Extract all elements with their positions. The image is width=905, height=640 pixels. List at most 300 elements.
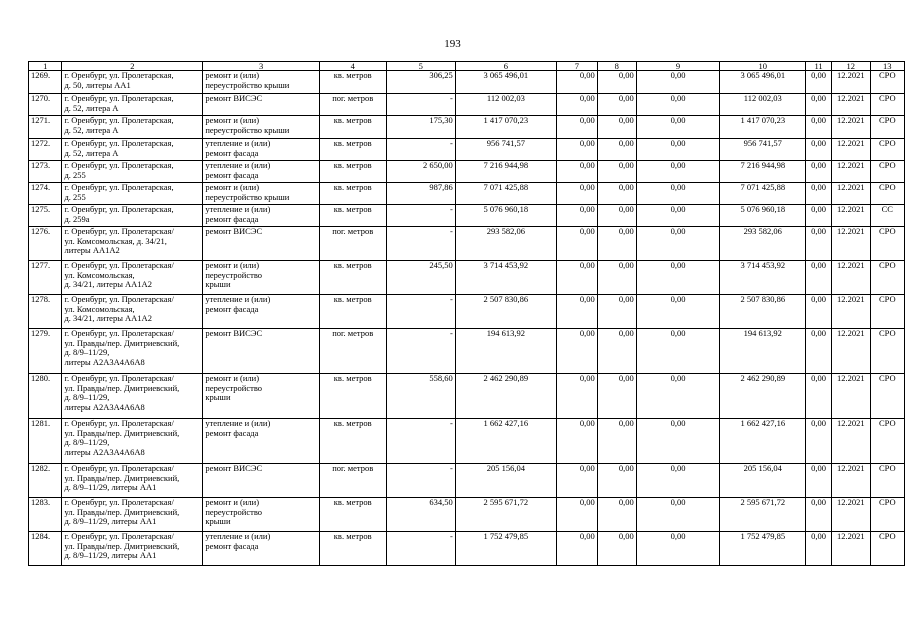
work-type-cell-line: переустройство [205, 269, 263, 280]
work-type-cell-line: ремонт и (или) [205, 182, 260, 192]
date-cell: 12.2021 [831, 374, 870, 419]
cost-col11-cell: 0,00 [806, 139, 832, 161]
cost-col7-cell: 0,00 [556, 139, 597, 161]
unit-cell: кв. метров [319, 116, 386, 139]
address-cell [62, 464, 203, 498]
address-cell [62, 139, 203, 161]
table-row [29, 183, 905, 205]
cost-col9-cell: 0,00 [636, 71, 720, 94]
cost-col9-cell: 0,00 [636, 419, 720, 464]
cost-col9-cell: 0,00 [636, 116, 720, 139]
address-cell [62, 227, 203, 261]
table-row [29, 71, 905, 94]
cost-col11-cell: 0,00 [806, 227, 832, 261]
unit-cell: кв. метров [319, 139, 386, 161]
column-header-11: 11 [806, 62, 832, 71]
column-header-1: 1 [29, 62, 62, 71]
work-type-cell-line: утепление и (или) [205, 531, 271, 541]
cost-col11-cell: 0,00 [806, 94, 832, 116]
unit-cell: пог. метров [319, 464, 386, 498]
cost-col8-cell: 0,00 [597, 227, 636, 261]
address-cell-line: д. 50, литеры АА1 [64, 79, 131, 90]
work-type-cell [203, 532, 319, 566]
source-cell: СРО [870, 139, 904, 161]
cost-col11-cell: 0,00 [806, 464, 832, 498]
volume-cell: 306,25 [386, 71, 455, 94]
address-cell-line: д. 255 [64, 169, 86, 180]
column-header-10: 10 [720, 62, 806, 71]
address-cell-line: ул. Комсомольская, д. 34/21, [64, 235, 167, 246]
date-cell: 12.2021 [831, 261, 870, 295]
date-cell: 12.2021 [831, 161, 870, 183]
total-cost-cell: 3 065 496,01 [455, 71, 556, 94]
work-type-cell-line: утепление и (или) [205, 204, 271, 214]
cost-col8-cell: 0,00 [597, 205, 636, 227]
address-cell-line: г. Оренбург, ул. Пролетарская/ [64, 418, 174, 428]
total-cost-cell: 2 595 671,72 [455, 498, 556, 532]
work-type-cell [203, 183, 319, 205]
unit-cell: кв. метров [319, 532, 386, 566]
address-cell [62, 295, 203, 329]
work-type-cell-line: крыши [205, 516, 231, 526]
volume-cell: - [386, 205, 455, 227]
cost-col11-cell: 0,00 [806, 205, 832, 227]
cost-col9-cell: 0,00 [636, 161, 720, 183]
cost-col11-cell: 0,00 [806, 116, 832, 139]
column-header-13: 13 [870, 62, 904, 71]
row-number: 1284. [29, 532, 62, 566]
source-cell: СРО [870, 227, 904, 261]
source-cell: СС [870, 205, 904, 227]
unit-cell: кв. метров [319, 498, 386, 532]
address-cell-line: литеры А2А3А4А6А8 [64, 356, 145, 367]
address-cell-line: ул. Комсомольская, [64, 269, 135, 280]
address-cell-line: ул. Комсомольская, [64, 303, 135, 314]
unit-cell: пог. метров [319, 227, 386, 261]
work-type-cell-line: переустройство [205, 382, 263, 393]
table-row [29, 227, 905, 261]
cost-col7-cell: 0,00 [556, 329, 597, 374]
work-type-cell-line: утепление и (или) [205, 138, 271, 148]
total-cost-cell: 112 002,03 [455, 94, 556, 116]
address-cell [62, 205, 203, 227]
table-body [29, 71, 905, 566]
total-cost-cell: 205 156,04 [455, 464, 556, 498]
total-cost-cell: 194 613,92 [455, 329, 556, 374]
page-number: 193 [444, 38, 461, 50]
work-type-cell [203, 295, 319, 329]
work-type-cell-line: ремонт ВИСЭС [205, 226, 263, 236]
volume-cell: - [386, 295, 455, 329]
row-number: 1269. [29, 71, 62, 94]
address-cell-line: д. 8/9–11/29, [64, 347, 110, 357]
total-cost-cell: 7 071 425,88 [455, 183, 556, 205]
cost-col7-cell: 0,00 [556, 261, 597, 295]
cost-col7-cell: 0,00 [556, 205, 597, 227]
work-type-cell-line: переустройство крыши [205, 124, 290, 135]
work-type-cell-line: ремонт фасада [205, 427, 259, 438]
date-cell: 12.2021 [831, 227, 870, 261]
address-cell-line: г. Оренбург, ул. Пролетарская, [64, 204, 174, 214]
column-header-4: 4 [319, 62, 386, 71]
work-type-cell [203, 71, 319, 94]
address-cell-line: литеры А2А3А4А6А8 [64, 446, 145, 457]
row-number: 1283. [29, 498, 62, 532]
unit-cell: кв. метров [319, 419, 386, 464]
date-cell: 12.2021 [831, 498, 870, 532]
work-type-cell [203, 139, 319, 161]
work-type-cell-line: ремонт и (или) [205, 70, 260, 80]
total-cost-cell: 2 462 290,89 [455, 374, 556, 419]
row-number: 1281. [29, 419, 62, 464]
cost-col8-cell: 0,00 [597, 532, 636, 566]
source-cell: СРО [870, 116, 904, 139]
address-cell-line: д. 52, литера А [64, 147, 119, 158]
unit-cell: пог. метров [319, 329, 386, 374]
header-row [29, 62, 905, 71]
address-cell-line: д. 34/21, литеры АА1А2 [64, 279, 152, 289]
cost-col10-cell: 5 076 960,18 [720, 205, 806, 227]
work-type-cell [203, 464, 319, 498]
volume-cell: - [386, 329, 455, 374]
cost-col7-cell: 0,00 [556, 464, 597, 498]
address-cell-line: ул. Правды/пер. Дмитриевский, [64, 540, 180, 551]
total-cost-cell: 3 714 453,92 [455, 261, 556, 295]
source-cell: СРО [870, 464, 904, 498]
address-cell-line: д. 52, литера А [64, 102, 119, 113]
row-number: 1278. [29, 295, 62, 329]
volume-cell: 175,30 [386, 116, 455, 139]
cost-col7-cell: 0,00 [556, 116, 597, 139]
cost-col10-cell: 2 462 290,89 [720, 374, 806, 419]
cost-col11-cell: 0,00 [806, 374, 832, 419]
cost-col7-cell: 0,00 [556, 227, 597, 261]
date-cell: 12.2021 [831, 94, 870, 116]
volume-cell: - [386, 419, 455, 464]
date-cell: 12.2021 [831, 464, 870, 498]
date-cell: 12.2021 [831, 183, 870, 205]
unit-cell: кв. метров [319, 183, 386, 205]
address-cell-line: г. Оренбург, ул. Пролетарская, [64, 160, 174, 170]
cost-col7-cell: 0,00 [556, 94, 597, 116]
address-cell [62, 161, 203, 183]
address-cell [62, 419, 203, 464]
cost-col9-cell: 0,00 [636, 329, 720, 374]
column-header-5: 5 [386, 62, 455, 71]
work-type-cell-line: ремонт и (или) [205, 373, 260, 383]
unit-cell: пог. метров [319, 94, 386, 116]
date-cell: 12.2021 [831, 116, 870, 139]
table-row [29, 374, 905, 419]
work-type-cell-line: утепление и (или) [205, 294, 271, 304]
address-cell-line: г. Оренбург, ул. Пролетарская, [64, 93, 174, 103]
column-header-8: 8 [597, 62, 636, 71]
table-row [29, 139, 905, 161]
address-cell-line: ул. Правды/пер. Дмитриевский, [64, 382, 180, 393]
work-type-cell [203, 227, 319, 261]
cost-col10-cell: 2 595 671,72 [720, 498, 806, 532]
cost-col10-cell: 1 752 479,85 [720, 532, 806, 566]
cost-col10-cell: 194 613,92 [720, 329, 806, 374]
volume-cell: - [386, 94, 455, 116]
work-type-cell-line: крыши [205, 392, 231, 402]
unit-cell: кв. метров [319, 261, 386, 295]
work-type-cell [203, 419, 319, 464]
date-cell: 12.2021 [831, 329, 870, 374]
volume-cell: - [386, 139, 455, 161]
capital-repair-table [28, 61, 905, 566]
address-cell-line: д. 8/9–11/29, литеры АА1 [64, 550, 157, 560]
cost-col10-cell: 956 741,57 [720, 139, 806, 161]
address-cell [62, 94, 203, 116]
work-type-cell [203, 374, 319, 419]
column-header-3: 3 [203, 62, 319, 71]
cost-col11-cell: 0,00 [806, 161, 832, 183]
cost-col10-cell: 1 417 070,23 [720, 116, 806, 139]
work-type-cell-line: ремонт и (или) [205, 497, 260, 507]
column-header-9: 9 [636, 62, 720, 71]
cost-col11-cell: 0,00 [806, 261, 832, 295]
cost-col7-cell: 0,00 [556, 71, 597, 94]
work-type-cell-line: ремонт фасада [205, 147, 259, 158]
work-type-cell [203, 329, 319, 374]
row-number: 1280. [29, 374, 62, 419]
row-number: 1277. [29, 261, 62, 295]
unit-cell: кв. метров [319, 205, 386, 227]
cost-col11-cell: 0,00 [806, 532, 832, 566]
source-cell: СРО [870, 71, 904, 94]
cost-col8-cell: 0,00 [597, 139, 636, 161]
table-row [29, 94, 905, 116]
table-row [29, 329, 905, 374]
total-cost-cell: 956 741,57 [455, 139, 556, 161]
work-type-cell-line: ремонт фасада [205, 540, 259, 551]
address-cell-line: ул. Правды/пер. Дмитриевский, [64, 427, 180, 438]
cost-col9-cell: 0,00 [636, 261, 720, 295]
cost-col7-cell: 0,00 [556, 374, 597, 419]
address-cell-line: д. 255 [64, 191, 86, 202]
work-type-cell-line: ремонт ВИСЭС [205, 463, 263, 473]
row-number: 1271. [29, 116, 62, 139]
work-type-cell-line: ремонт фасада [205, 303, 259, 314]
source-cell: СРО [870, 498, 904, 532]
cost-col10-cell: 205 156,04 [720, 464, 806, 498]
address-cell [62, 116, 203, 139]
unit-cell: кв. метров [319, 71, 386, 94]
cost-col9-cell: 0,00 [636, 498, 720, 532]
cost-col7-cell: 0,00 [556, 183, 597, 205]
work-type-cell-line: ремонт и (или) [205, 115, 260, 125]
address-cell-line: г. Оренбург, ул. Пролетарская, [64, 138, 174, 148]
cost-col9-cell: 0,00 [636, 139, 720, 161]
row-number: 1279. [29, 329, 62, 374]
volume-cell: 2 650,00 [386, 161, 455, 183]
address-cell [62, 329, 203, 374]
volume-cell: - [386, 464, 455, 498]
date-cell: 12.2021 [831, 419, 870, 464]
source-cell: СРО [870, 94, 904, 116]
work-type-cell-line: ремонт ВИСЭС [205, 328, 263, 338]
work-type-cell [203, 94, 319, 116]
work-type-cell-line: переустройство крыши [205, 191, 290, 202]
date-cell: 12.2021 [831, 71, 870, 94]
row-number: 1282. [29, 464, 62, 498]
work-type-cell-line: ремонт и (или) [205, 260, 260, 270]
volume-cell: - [386, 227, 455, 261]
address-cell [62, 498, 203, 532]
cost-col10-cell: 293 582,06 [720, 227, 806, 261]
total-cost-cell: 7 216 944,98 [455, 161, 556, 183]
address-cell-line: г. Оренбург, ул. Пролетарская, [64, 115, 174, 125]
row-number: 1270. [29, 94, 62, 116]
cost-col8-cell: 0,00 [597, 94, 636, 116]
volume-cell: 634,50 [386, 498, 455, 532]
cost-col9-cell: 0,00 [636, 532, 720, 566]
unit-cell: кв. метров [319, 295, 386, 329]
table-row [29, 161, 905, 183]
cost-col8-cell: 0,00 [597, 498, 636, 532]
total-cost-cell: 293 582,06 [455, 227, 556, 261]
cost-col10-cell: 3 065 496,01 [720, 71, 806, 94]
volume-cell: 245,50 [386, 261, 455, 295]
row-number: 1274. [29, 183, 62, 205]
column-header-7: 7 [556, 62, 597, 71]
column-header-12: 12 [831, 62, 870, 71]
cost-col8-cell: 0,00 [597, 71, 636, 94]
row-number: 1275. [29, 205, 62, 227]
cost-col11-cell: 0,00 [806, 183, 832, 205]
cost-col10-cell: 3 714 453,92 [720, 261, 806, 295]
work-type-cell-line: ремонт фасада [205, 169, 259, 180]
cost-col8-cell: 0,00 [597, 329, 636, 374]
address-cell-line: ул. Правды/пер. Дмитриевский, [64, 472, 180, 483]
address-cell-line: г. Оренбург, ул. Пролетарская/ [64, 260, 174, 270]
address-cell-line: д. 52, литера А [64, 124, 119, 135]
work-type-cell [203, 161, 319, 183]
unit-cell: кв. метров [319, 161, 386, 183]
cost-col10-cell: 112 002,03 [720, 94, 806, 116]
volume-cell: - [386, 532, 455, 566]
total-cost-cell: 1 417 070,23 [455, 116, 556, 139]
table-row [29, 295, 905, 329]
address-cell-line: ул. Правды/пер. Дмитриевский, [64, 506, 180, 517]
address-cell-line: д. 8/9–11/29, [64, 437, 110, 447]
address-cell-line: г. Оренбург, ул. Пролетарская/ [64, 497, 174, 507]
cost-col8-cell: 0,00 [597, 464, 636, 498]
work-type-cell-line: ремонт ВИСЭС [205, 93, 263, 103]
work-type-cell [203, 261, 319, 295]
cost-col8-cell: 0,00 [597, 419, 636, 464]
address-cell-line: г. Оренбург, ул. Пролетарская/ [64, 373, 174, 383]
source-cell: СРО [870, 183, 904, 205]
table-row [29, 498, 905, 532]
source-cell: СРО [870, 261, 904, 295]
cost-col11-cell: 0,00 [806, 71, 832, 94]
address-cell-line: д. 8/9–11/29, литеры АА1 [64, 482, 157, 492]
work-type-cell-line: ремонт фасада [205, 213, 259, 224]
cost-col8-cell: 0,00 [597, 295, 636, 329]
table-row [29, 532, 905, 566]
table-row [29, 205, 905, 227]
work-type-cell-line: утепление и (или) [205, 418, 271, 428]
unit-cell: кв. метров [319, 374, 386, 419]
total-cost-cell: 1 752 479,85 [455, 532, 556, 566]
work-type-cell [203, 205, 319, 227]
cost-col9-cell: 0,00 [636, 374, 720, 419]
source-cell: СРО [870, 419, 904, 464]
column-header-2: 2 [62, 62, 203, 71]
work-type-cell-line: переустройство [205, 506, 263, 517]
address-cell-line: г. Оренбург, ул. Пролетарская/ [64, 531, 174, 541]
cost-col9-cell: 0,00 [636, 295, 720, 329]
date-cell: 12.2021 [831, 205, 870, 227]
cost-col10-cell: 7 216 944,98 [720, 161, 806, 183]
work-type-cell-line: крыши [205, 279, 231, 289]
cost-col7-cell: 0,00 [556, 295, 597, 329]
volume-cell: 987,86 [386, 183, 455, 205]
address-cell [62, 261, 203, 295]
total-cost-cell: 2 507 830,86 [455, 295, 556, 329]
cost-col7-cell: 0,00 [556, 532, 597, 566]
cost-col10-cell: 2 507 830,86 [720, 295, 806, 329]
address-cell-line: д. 8/9–11/29, литеры АА1 [64, 516, 157, 526]
column-header-6: 6 [455, 62, 556, 71]
work-type-cell [203, 498, 319, 532]
address-cell-line: литеры АА1А2 [64, 245, 120, 255]
cost-col7-cell: 0,00 [556, 498, 597, 532]
cost-col8-cell: 0,00 [597, 374, 636, 419]
date-cell: 12.2021 [831, 139, 870, 161]
row-number: 1272. [29, 139, 62, 161]
address-cell-line: г. Оренбург, ул. Пролетарская/ [64, 328, 174, 338]
address-cell-line: д. 259а [64, 213, 90, 224]
address-cell-line: г. Оренбург, ул. Пролетарская, [64, 182, 174, 192]
address-cell [62, 532, 203, 566]
address-cell-line: д. 34/21, литеры АА1А2 [64, 313, 152, 323]
table-row [29, 464, 905, 498]
cost-col9-cell: 0,00 [636, 94, 720, 116]
table-row [29, 419, 905, 464]
source-cell: СРО [870, 532, 904, 566]
cost-col9-cell: 0,00 [636, 183, 720, 205]
work-type-cell-line: утепление и (или) [205, 160, 271, 170]
table-row [29, 261, 905, 295]
source-cell: СРО [870, 329, 904, 374]
table-row [29, 116, 905, 139]
work-type-cell [203, 116, 319, 139]
address-cell-line: д. 8/9–11/29, [64, 392, 110, 402]
source-cell: СРО [870, 374, 904, 419]
cost-col9-cell: 0,00 [636, 205, 720, 227]
address-cell [62, 71, 203, 94]
date-cell: 12.2021 [831, 532, 870, 566]
address-cell-line: литеры А2А3А4А6А8 [64, 401, 145, 412]
cost-col10-cell: 1 662 427,16 [720, 419, 806, 464]
cost-col7-cell: 0,00 [556, 419, 597, 464]
cost-col10-cell: 7 071 425,88 [720, 183, 806, 205]
total-cost-cell: 5 076 960,18 [455, 205, 556, 227]
work-type-cell-line: переустройство крыши [205, 79, 290, 90]
volume-cell: 558,60 [386, 374, 455, 419]
total-cost-cell: 1 662 427,16 [455, 419, 556, 464]
address-cell-line: ул. Правды/пер. Дмитриевский, [64, 337, 180, 348]
cost-col8-cell: 0,00 [597, 161, 636, 183]
cost-col9-cell: 0,00 [636, 227, 720, 261]
row-number: 1276. [29, 227, 62, 261]
address-cell-line: г. Оренбург, ул. Пролетарская/ [64, 226, 174, 236]
source-cell: СРО [870, 295, 904, 329]
cost-col7-cell: 0,00 [556, 161, 597, 183]
